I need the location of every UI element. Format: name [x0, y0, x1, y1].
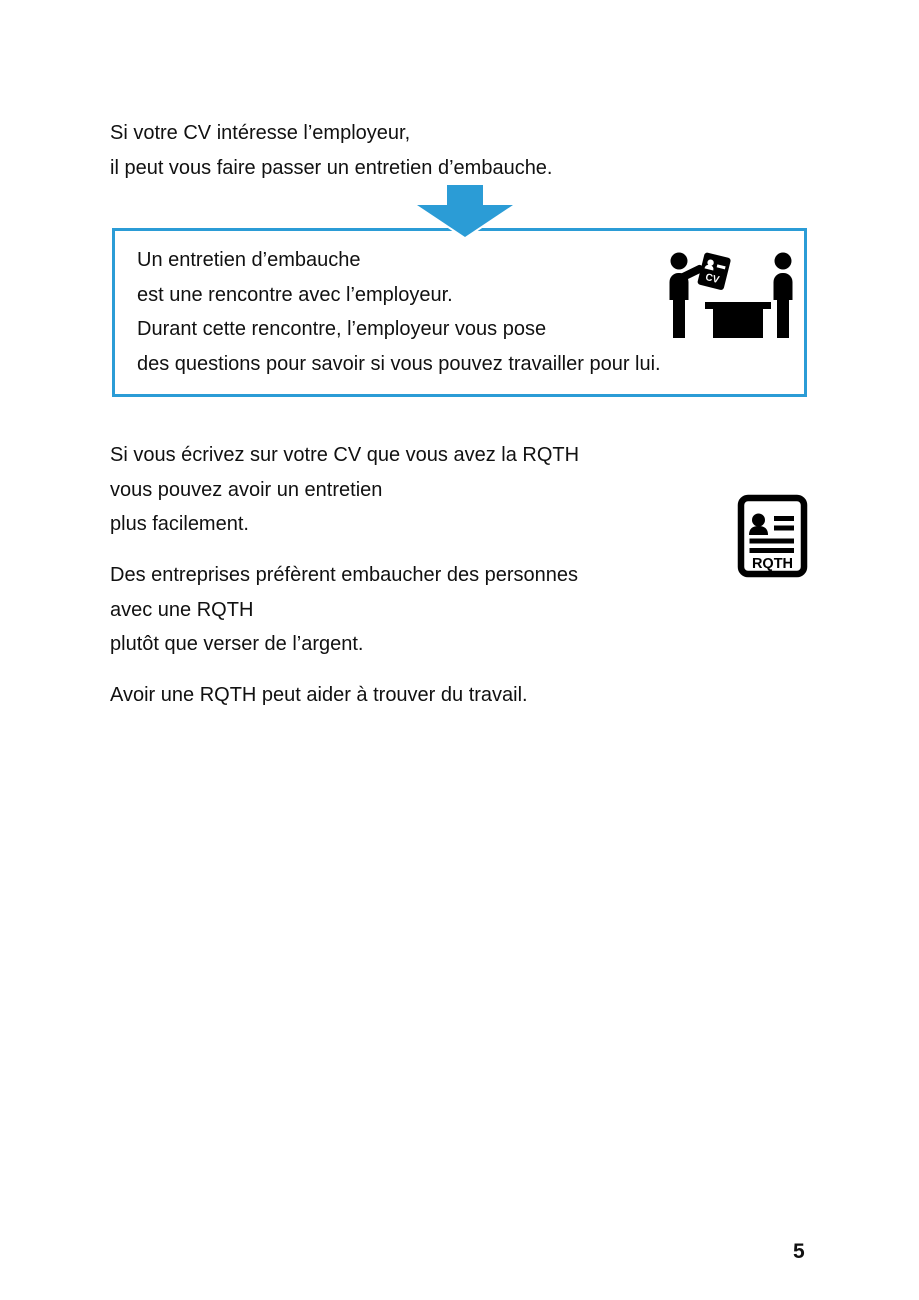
paragraph-entreprises	[110, 558, 578, 662]
text-line: Si vous écrivez sur votre CV que vous avez la RQTH	[110, 444, 580, 466]
rqth-card-icon	[737, 494, 808, 578]
down-arrow-icon	[400, 185, 530, 237]
text-line: avec une RQTH	[110, 598, 254, 621]
intro-paragraph	[110, 116, 553, 185]
text-line: Si votre CV intéresse l’employeur,	[110, 122, 411, 144]
text-line: il peut vous faire passer un entretien d’embauche.	[110, 156, 553, 179]
text-line: vous pouvez avoir un entretien	[110, 478, 383, 501]
rqth-label: RQTH	[751, 556, 794, 572]
text-line: Des entreprises préfèrent embaucher des personnes	[110, 564, 579, 586]
text-line: est une rencontre avec l’employeur.	[137, 283, 453, 306]
text-line: des questions pour savoir si vous pouvez travailler pour lui.	[137, 352, 661, 375]
callout-box	[112, 228, 807, 397]
text-line: plus facilement.	[110, 513, 249, 535]
cv-document	[697, 252, 731, 291]
callout-text	[137, 243, 661, 381]
interview-icon	[665, 250, 797, 338]
text-line: plutôt que verser de l’argent.	[110, 633, 364, 655]
text-line: Durant cette rencontre, l’employeur vous pose	[137, 318, 547, 340]
text-line: Un entretien d’embauche	[137, 249, 361, 271]
text-line: Avoir une RQTH peut aider à trouver du travail.	[110, 684, 528, 706]
cv-label: CV	[704, 272, 721, 287]
paragraph-conclusion	[110, 678, 528, 713]
paragraph-cv-rqth	[110, 438, 579, 542]
page-number: 5	[793, 1240, 805, 1263]
